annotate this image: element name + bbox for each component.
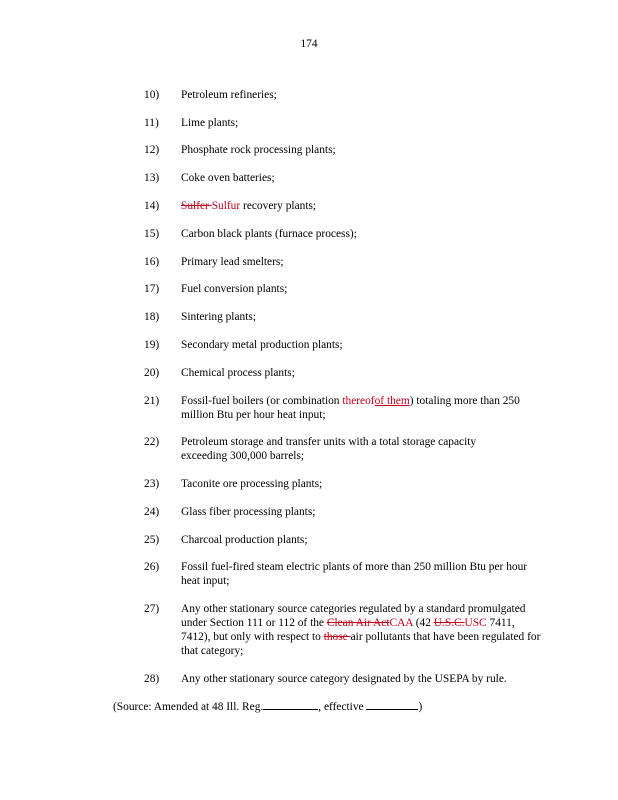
inserted-text: USC [464,617,487,629]
item-text-pre: Fossil-fuel boilers (or combination [181,395,343,407]
source-note-mid: , effective [318,701,367,713]
item-number: 21) [144,395,160,407]
item-number: 20) [144,367,160,379]
item-number: 28) [144,673,160,685]
item-text: Taconite ore processing plants; [181,478,323,490]
item-text-pre: Any other stationary source categories regulated by a standard promulgated under Section 111 or 112 of the [181,603,526,629]
item-number: 22) [144,436,160,448]
item-text-mid: 7411, 7412), but only with respect to [181,617,515,643]
item-text: Sintering plants; [181,311,256,323]
source-note-post: ) [418,701,423,713]
item-number: 13) [144,172,160,184]
deleted-text: Sulfer [181,200,212,212]
item-text: Fossil fuel-fired steam electric plants of more than 250 million Btu per hour heat input; [181,561,528,587]
inserted-text: of them [374,395,410,407]
item-number: 25) [144,534,160,546]
item-text: Chemical process plants; [181,367,295,379]
item-number: 17) [144,283,160,295]
inserted-text: Sulfur [211,200,241,212]
item-text: Secondary metal production plants; [181,339,343,351]
item-text: Glass fiber processing plants; [181,506,316,518]
item-text: Any other stationary source category designated by the USEPA by rule. [181,673,507,685]
item-number: 23) [144,478,160,490]
source-note [113,698,422,714]
effective-date-blank [366,698,418,710]
deleted-text: those [323,631,351,643]
item-text: Coke oven batteries; [181,172,275,184]
item-number: 15) [144,228,160,240]
item-number: 16) [144,256,160,268]
item-number: 27) [144,603,160,615]
inserted-text: CAA [389,617,413,629]
item-text [181,394,546,422]
item-number: 26) [144,561,160,573]
deleted-text: U.S.C. [433,617,465,629]
page-number: 174 [300,38,318,50]
item-text [181,199,546,213]
item-text: Petroleum storage and transfer units with a total storage capacity exceeding 300,000 barrels; [181,436,477,462]
item-text: Lime plants; [181,117,239,129]
item-text: Fuel conversion plants; [181,283,288,295]
item-number: 24) [144,506,160,518]
item-text: Carbon black plants (furnace process); [181,228,357,240]
item-text: Charcoal production plants; [181,534,308,546]
register-blank [263,698,318,710]
item-number: 10) [144,89,160,101]
item-text-rest: recovery plants; [240,200,317,212]
item-text: Primary lead smelters; [181,256,284,268]
item-number: 12) [144,144,160,156]
item-text: Petroleum refineries; [181,89,277,101]
item-text: Phosphate rock processing plants; [181,144,336,156]
item-text-rest: ) totaling more than 250 million Btu per hour heat input; [181,395,520,421]
item-number: 11) [144,117,159,129]
item-text [181,602,543,658]
item-number: 14) [144,200,160,212]
deleted-text: Clean Air Act [326,617,390,629]
source-note-pre: (Source: Amended at 48 Ill. Reg. [113,701,264,713]
item-number: 19) [144,339,160,351]
deleted-text: thereof [342,395,375,407]
item-number: 18) [144,311,160,323]
item-text-mid: (42 [412,617,434,629]
item-text-rest: air pollutants that have been regulated for that category; [181,631,541,657]
